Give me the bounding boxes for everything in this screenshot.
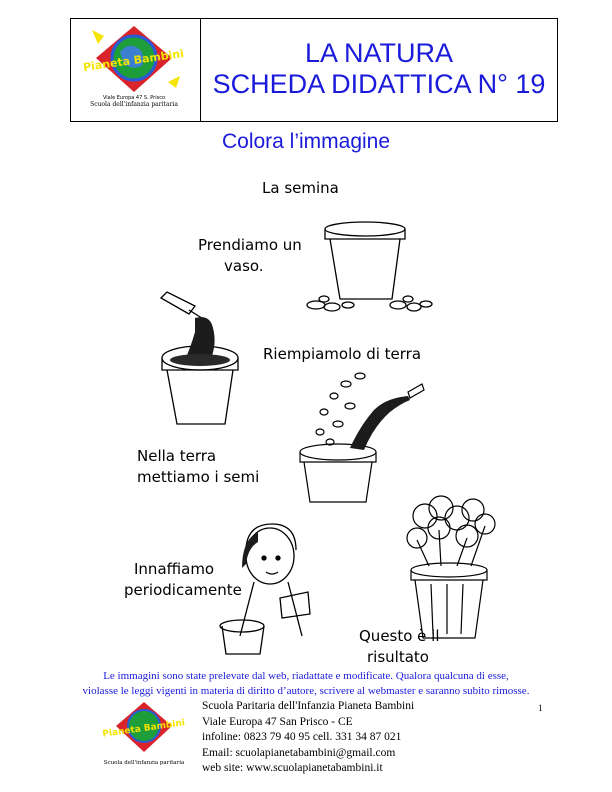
step-caption-plant-seeds: Nella terra mettiamo i semi (137, 447, 260, 486)
logo-tagline: Scuola dell'infanzia paritaria (90, 101, 178, 108)
page-title (201, 38, 557, 100)
footer-phone: infoline: 0823 79 40 95 cell. 331 34 87 021 (202, 731, 402, 743)
title-line-2: SCHEDA DIDATTICA N° 19 (212, 69, 546, 99)
step-caption-take-pot: Prendiamo un vaso. (198, 236, 302, 275)
footer-email[interactable]: Email: scuolapianetabambini@gmail.com (202, 746, 396, 759)
footer-school: Scuola Paritaria dell'Infanzia Pianeta Bambini (202, 700, 415, 712)
footer-logo-name: Pianeta Bambini (101, 718, 186, 740)
footer-contact (202, 699, 414, 777)
subtitle: Colora l’immagine (221, 130, 391, 153)
step-caption-fill-soil: Riempiamolo di terra (263, 345, 422, 363)
school-logo (72, 22, 198, 118)
flowering-plant-illustration (395, 490, 505, 650)
logo-name: Pianeta Bambini (82, 47, 185, 75)
empty-pot-illustration (300, 215, 440, 315)
title-line-1: LA NATURA (304, 38, 454, 68)
child-watering-illustration (218, 518, 318, 658)
footer-logo (92, 700, 196, 770)
step-caption-result: Questo è il risultato (359, 627, 440, 666)
pot-with-seeds-illustration (290, 370, 430, 510)
page-number: 1 (538, 703, 543, 713)
footer-website[interactable]: web site: www.scuolapianetabambini.it (202, 762, 383, 774)
footer-address: Viale Europa 47 San Prisco - CE (202, 715, 353, 728)
section-title: La semina (262, 179, 339, 197)
logo-address: Viale Europa 47 S. Prisco (102, 95, 166, 101)
footer-logo-tagline: Scuola dell'infanzia paritaria (103, 760, 185, 766)
pot-with-soil-illustration (155, 288, 245, 438)
step-caption-water: Innaffiamo periodicamente (124, 560, 242, 599)
copyright-notice: Le immagini sono state prelevate dal web, riadattate e modificate. Qualora qualcuna di esse, violasse le leggi vigenti in materia di diritto d’autore, scrivere al webmaster e saranno subito rimosse. (82, 670, 530, 697)
